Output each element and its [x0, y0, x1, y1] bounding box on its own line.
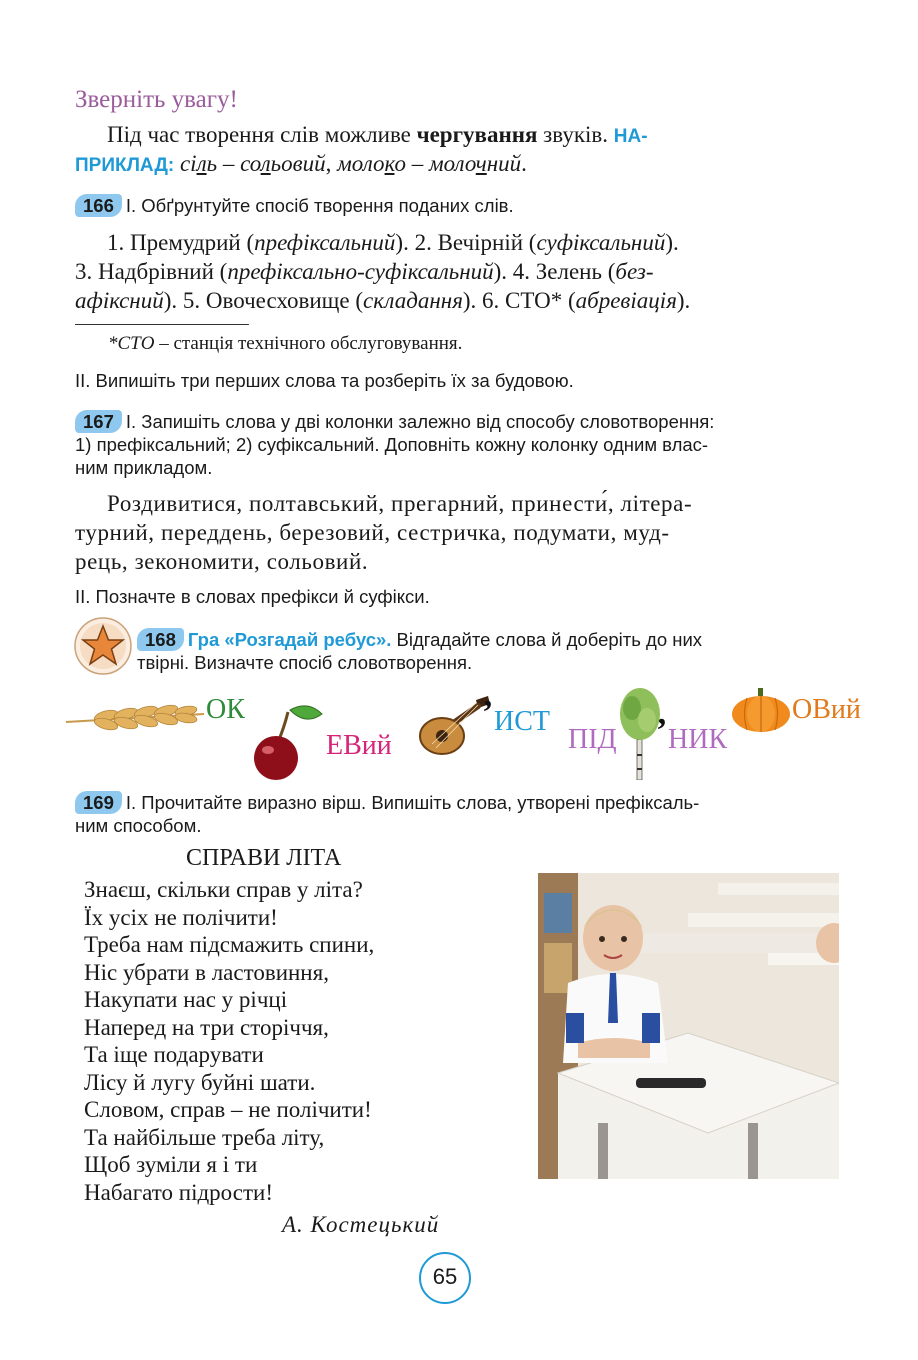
- task-168-instruction: 168 Гра «Розгадай ребус». Відгадайте слова й доберіть до них твірні. Визначте спосіб словотворення.: [137, 629, 703, 673]
- rebus-apostrophe: ’: [482, 694, 494, 731]
- rebus-text-evyi: ЕВий: [326, 730, 392, 761]
- rebus-bandura: [418, 694, 558, 764]
- poem-line: Та іще подарувати: [84, 1042, 264, 1067]
- task-number-badge: 167: [75, 410, 122, 433]
- poem-line: Їх усіх не полічити!: [84, 904, 278, 930]
- rebus-text-ok: ОК: [206, 694, 245, 725]
- task-number-badge: 169: [75, 791, 122, 814]
- poem-line: Лісу й лугу буйні шати.: [84, 1069, 316, 1095]
- poem-line: Ніс убрати в ластовиння,: [84, 959, 329, 985]
- poem-line: Набагато підрости!: [84, 1179, 273, 1205]
- poem-line: Та найбільше треба літу,: [84, 1124, 325, 1150]
- task-number-badge: 166: [75, 194, 122, 217]
- poem-line: Треба нам підсмажить спини,: [84, 932, 375, 957]
- rebus-wheat: [66, 690, 246, 740]
- attention-title: Зверніть увагу!: [75, 86, 238, 113]
- task-169-instruction: 169 І. Прочитайте виразно вірш. Випишіть слова, утворені префіксаль- ним способом.: [75, 792, 700, 836]
- classroom-photo: [538, 873, 839, 1179]
- rebus-apostrophe: ’: [656, 712, 668, 749]
- rule-examples: ПРИКЛАД: сіль – сольовий, молоко – молочний.: [75, 151, 527, 176]
- poem-line: Щоб зуміли я і ти: [84, 1152, 258, 1177]
- rebus-text-nyk: НИК: [668, 724, 728, 755]
- task-166-line-3: афіксний). 5. Овочесховище (складання). 6. СТО* (абревіація).: [75, 288, 691, 313]
- rebus-text-yst: ИСТ: [494, 706, 550, 737]
- rebus-birch: [568, 686, 728, 782]
- poem-line: Словом, справ – не полічити!: [84, 1097, 372, 1122]
- footnote: *СТО – станція технічного обслуговування.: [108, 333, 463, 354]
- wheat-icon: [66, 694, 206, 734]
- pumpkin-icon: [730, 686, 792, 734]
- rebus-cherry: [248, 700, 408, 782]
- task-166-instruction: 166 І. Обґрунтуйте спосіб творення поданих слів.: [75, 194, 839, 217]
- task-167-instruction: 167 І. Запишіть слова у дві колонки залежно від способу словотворення: 1) префіксальний; 2) суфіксальний. Доповніть кожну колонку одним влас- ним прикладом.: [75, 411, 715, 478]
- footnote-rule: [75, 324, 249, 325]
- rebus-text-pid: ПІД: [568, 724, 617, 755]
- task-166-part2: ІІ. Випишіть три перших слова та розберіть їх за будовою.: [75, 370, 574, 391]
- task-number-badge: 168: [137, 628, 184, 651]
- poem-author: А. Костецький: [282, 1212, 440, 1237]
- rebus-text-ovyi: ОВий: [792, 694, 861, 725]
- game-star-icon: [74, 617, 132, 675]
- page-number: 65: [432, 1264, 458, 1289]
- task-166-words: [75, 228, 839, 315]
- bandura-icon: [418, 694, 492, 760]
- poem-body: [84, 876, 374, 1206]
- task-166-line-1: 1. Премудрий (префіксальний). 2. Вечірній (суфіксальний).: [107, 230, 679, 255]
- task-167-part2: ІІ. Позначте в словах префікси й суфікси.: [75, 586, 430, 607]
- task-166-line-2: 3. Надбрівний (префіксально-суфіксальний). 4. Зелень (без-: [75, 259, 654, 284]
- poem-line: Наперед на три сторіччя,: [84, 1014, 329, 1040]
- cherry-icon: [248, 700, 326, 782]
- poem-line: Знаєш, скільки справ у літа?: [84, 877, 363, 902]
- task-167-words: Роздивитися, полтавський, прегарний, принести́, літера- турний, переддень, березовий, сестричка, подумати, муд- рець, зекономити, сольовий.: [75, 491, 693, 574]
- poem-title: СПРАВИ ЛІТА: [186, 845, 342, 871]
- rule-paragraph: Під час творення слів можливе чергування звуків. НА-: [107, 122, 648, 147]
- rebus-pumpkin: [730, 686, 861, 736]
- poem-line: Накупати нас у річці: [84, 987, 288, 1012]
